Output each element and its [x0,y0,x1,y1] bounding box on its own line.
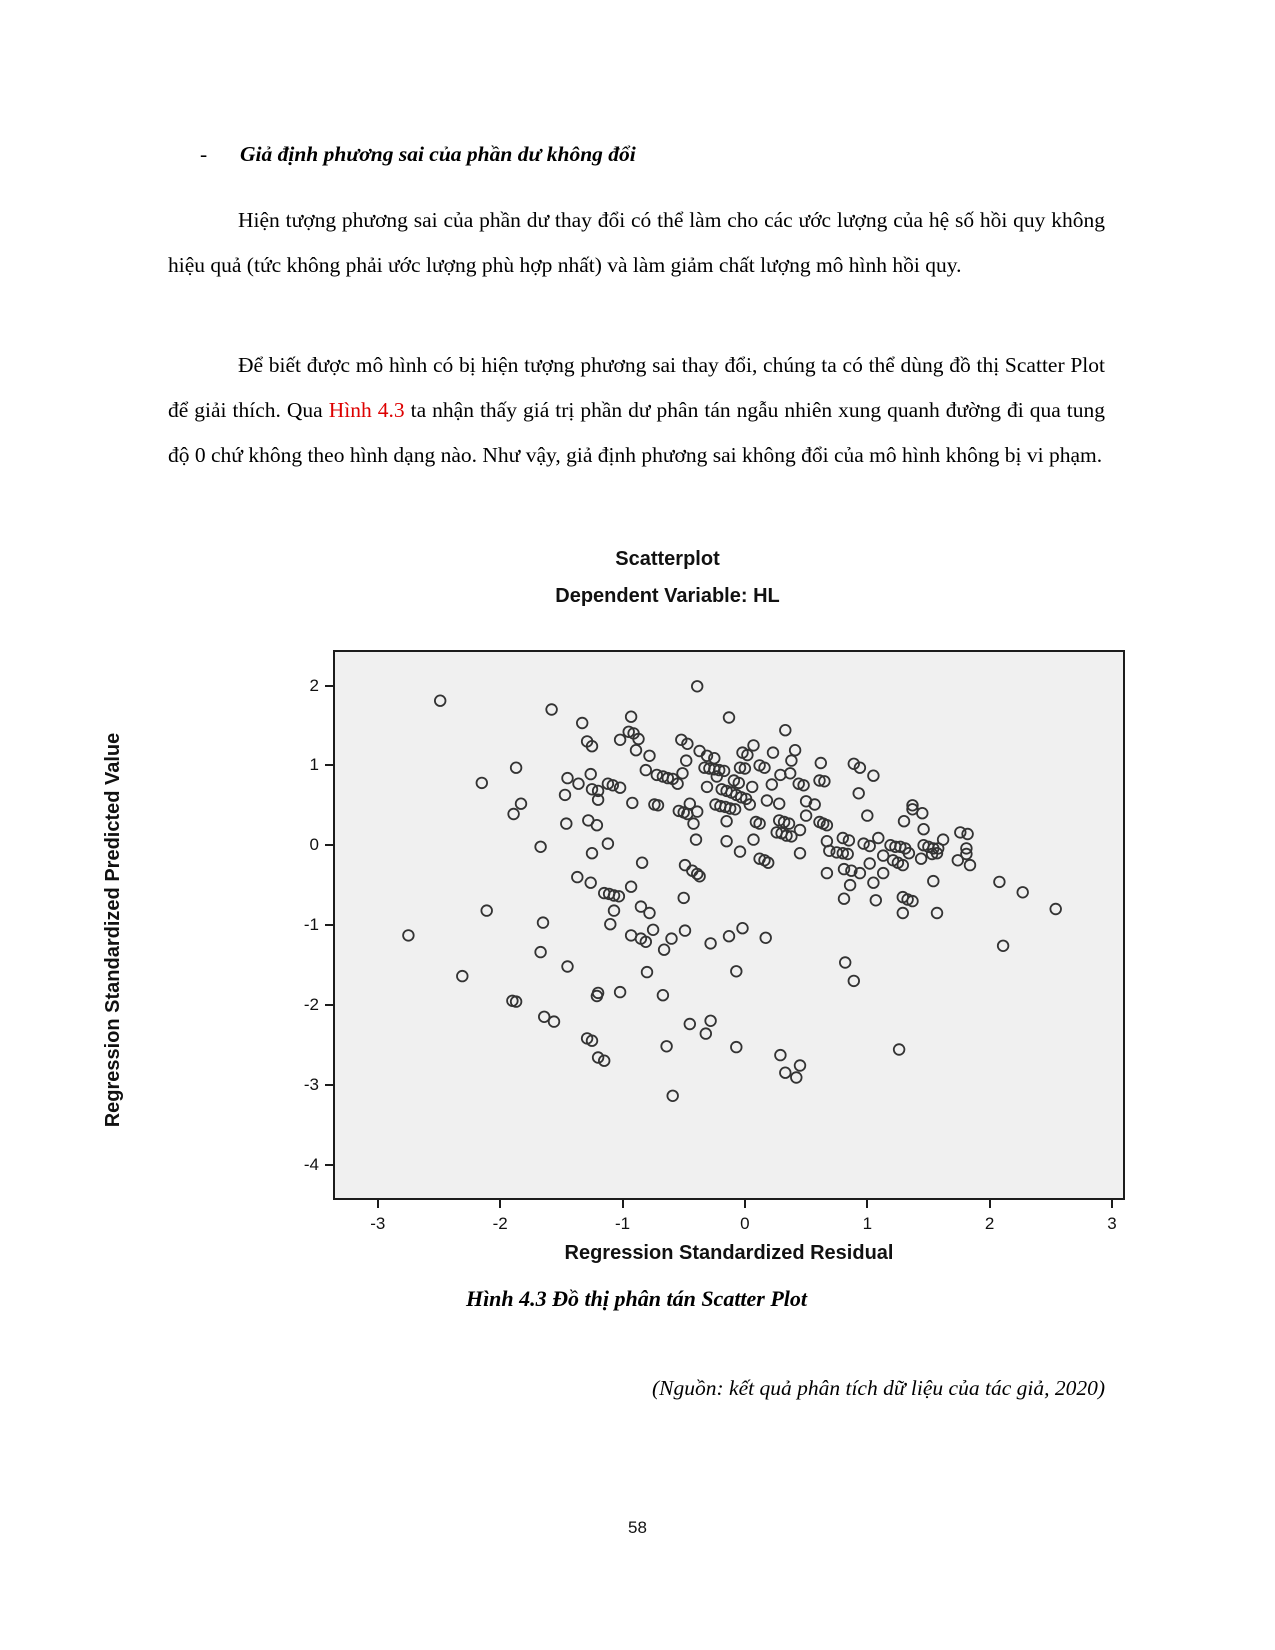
scatter-point [615,987,626,998]
scatter-point [871,895,882,906]
y-axis-tick-label: 1 [309,755,319,775]
scatter-point [642,967,653,978]
scatter-point [666,933,677,944]
scatter-point [709,753,720,764]
scatter-point [762,795,773,806]
scatter-point [824,846,835,857]
scatter-point [481,905,492,916]
scatter-point [562,961,573,972]
scatter-point [791,1072,802,1083]
scatter-point [609,905,620,916]
scatter-point [916,853,927,864]
scatter-point [680,860,691,871]
scatter-point [795,1060,806,1071]
scatter-point [681,755,692,766]
scatter-point [747,782,758,793]
x-axis-tick [744,1200,746,1208]
scatter-point [795,825,806,836]
chart-subtitle: Dependent Variable: HL [555,585,780,607]
x-axis-tick [622,1200,624,1208]
scatter-point [858,838,869,849]
scatter-point [516,798,527,809]
scatter-point [822,868,833,879]
scatter-point [928,876,939,887]
y-axis-tick-label: 2 [309,675,319,695]
x-axis-tick-label: 0 [740,1214,750,1233]
y-axis-tick [325,685,333,687]
scatter-point [932,908,943,919]
scatter-point [775,1050,786,1061]
scatter-point [849,976,860,987]
paragraph-2-after: ta nhận thấy giá trị phần dư phân tán ngẫu nhiên xung quanh đường đi qua tung độ 0 chứ không theo hình dạng nào. Như vậy, giả định phương sai không đổi của mô hình không bị vi phạm. [168,398,1106,467]
scatter-point [508,809,519,820]
scatter-point [994,877,1005,888]
heading-bullet: - [200,142,208,166]
scatter-point [587,848,598,859]
scatter-point [785,768,796,779]
figure-reference-link[interactable]: Hình 4.3 [328,398,405,422]
scatter-point [868,877,879,888]
x-axis-tick-label: -3 [370,1214,386,1233]
scatter-point [1017,887,1028,898]
figure-titles [210,548,1125,608]
scatter-point [918,824,929,835]
scatter-point [898,908,909,919]
scatter-point [768,747,779,758]
scatter-point [955,827,966,838]
scatter-point [864,841,875,852]
scatter-point [853,788,864,799]
scatter-point [721,816,732,827]
scatter-point [603,838,614,849]
x-axis-tick [377,1200,379,1208]
scatter-point [615,735,626,746]
scatter-point [691,834,702,845]
x-axis-tick-label: 1 [862,1214,873,1233]
scatter-point [615,782,626,793]
y-axis-tick [325,924,333,926]
scatter-point [795,848,806,859]
scatter-point [801,810,812,821]
scatter-point [748,834,759,845]
x-axis-tick-label: -1 [614,1214,631,1233]
scatter-point [724,931,735,942]
scatter-point [917,808,928,819]
scatter-point [592,820,603,831]
scatter-point [862,810,873,821]
y-axis-tick [325,844,333,846]
scatter-point [786,755,797,766]
scatter-point [731,966,742,977]
scatter-point [585,877,596,888]
scatter-point [658,990,669,1001]
scatter-point [661,1041,672,1052]
scatter-point [678,893,689,904]
y-axis-tick [325,764,333,766]
scatter-point [767,779,778,790]
x-axis-tick [989,1200,991,1208]
scatter-point [962,829,973,840]
scatter-point [585,769,596,780]
scatter-point [549,1016,560,1027]
scatter-point [561,818,572,829]
y-axis-tick-label: -2 [303,994,319,1014]
scatter-point [667,1091,678,1102]
y-axis-tick-label: -1 [303,915,319,934]
scatter-point [641,765,652,776]
scatter-point [737,923,748,934]
page-number: 58 [628,1518,647,1537]
scatter-point [721,836,732,847]
scatter-point [838,833,849,844]
x-axis-title: Regression Standardized Residual [564,1242,894,1264]
scatter-point [477,778,488,789]
y-axis-tick-label: -4 [303,1154,319,1174]
scatter-point [560,790,571,801]
scatter-point [965,860,976,871]
scatter-point [546,704,557,715]
scatter-point [844,835,855,846]
paragraph-2 [168,343,1105,478]
scatter-point [705,938,716,949]
paragraph-1: Hiện tượng phương sai của phần dư thay đổi có thể làm cho các ước lượng của hệ số hồi quy không hiệu quả (tức không phải ước lượng phù hợp nhất) và làm giảm chất lượng mô hình hồi quy. [168,208,1105,277]
scatter-point [573,778,584,789]
y-axis-tick [325,1084,333,1086]
scatter-point [790,745,801,756]
scatter-point [845,880,856,891]
scatter-point [839,864,850,875]
y-axis-tick-label: 0 [309,835,319,855]
scatter-point [894,1044,905,1055]
scatter-point [680,925,691,936]
x-axis-tick-label: 2 [984,1214,995,1233]
scatter-point [457,971,468,982]
chart-title: Scatterplot [615,548,720,570]
scatter-point [685,1019,696,1030]
scatter-point [631,745,642,756]
figure-caption: Hình 4.3 Đồ thị phân tán Scatter Plot [465,1286,808,1311]
heading-text: Giả định phương sai của phần dư không đổi [240,142,636,166]
scatter-point [748,740,759,751]
scatter-point [754,818,765,829]
y-axis-tick [325,1164,333,1166]
scatter-point [816,758,827,769]
scatter-point [998,941,1009,952]
scatter-point [688,818,699,829]
scatter-point [760,933,771,944]
scatter-point [648,925,659,936]
scatter-point [692,681,703,692]
scatter-point [873,833,884,844]
x-axis-tick [499,1200,501,1208]
scatter-point [535,842,546,853]
y-axis-tick [325,1004,333,1006]
scatter-point [626,711,637,722]
scatter-point [435,695,446,706]
scatter-point [780,725,791,736]
scatter-point [705,1016,716,1027]
scatter-point [1050,904,1061,915]
scatter-point [839,893,850,904]
scatter-point [403,930,414,941]
scatter-point [562,773,573,784]
scatter-point [840,957,851,968]
scatter-point [775,770,786,781]
source-note: (Nguồn: kết quả phân tích dữ liệu của tác giả, 2020) [652,1376,1105,1400]
x-axis-tick [1111,1200,1113,1208]
scatter-point [535,947,546,958]
scatter-point [694,871,705,882]
scatterplot-plot-area [303,650,1125,1233]
scatter-point [577,718,588,729]
scatter-point [677,768,688,779]
y-axis-title: Regression Standardized Predicted Value [102,732,124,1128]
scatter-point [538,917,549,928]
scatter-point [644,908,655,919]
x-axis-tick [866,1200,868,1208]
scatter-point [724,712,735,723]
scatter-point [637,857,648,868]
scatter-point [864,858,875,869]
y-axis-tick-label: -3 [303,1074,319,1094]
section-heading [200,142,636,167]
scatter-point [774,798,785,809]
scatter-point [572,872,583,883]
scatter-point [692,806,703,817]
scatter-point [712,771,723,782]
x-axis-tick-label: -2 [492,1214,508,1233]
scatter-point [659,944,670,955]
scatter-point [899,816,910,827]
x-axis-tick-label: 3 [1107,1214,1117,1233]
paragraph-2-before: Để biết được mô hình có bị hiện tượng phương sai thay đổi, chúng ta có thể dùng đồ thị Scatter Plot để giải thích. Qua [168,353,1105,422]
scatter-points-layer [335,652,1123,1198]
scatter-point [511,762,522,773]
scatter-point [868,770,879,781]
scatter-point [627,798,638,809]
scatter-point [780,1067,791,1078]
scatter-point [701,1028,712,1039]
scatter-point [605,919,616,930]
scatter-point [878,868,889,879]
scatter-point [644,751,655,762]
scatter-point [626,881,637,892]
scatter-point [735,846,746,857]
scatter-point [702,782,713,793]
scatter-point [731,1042,742,1053]
